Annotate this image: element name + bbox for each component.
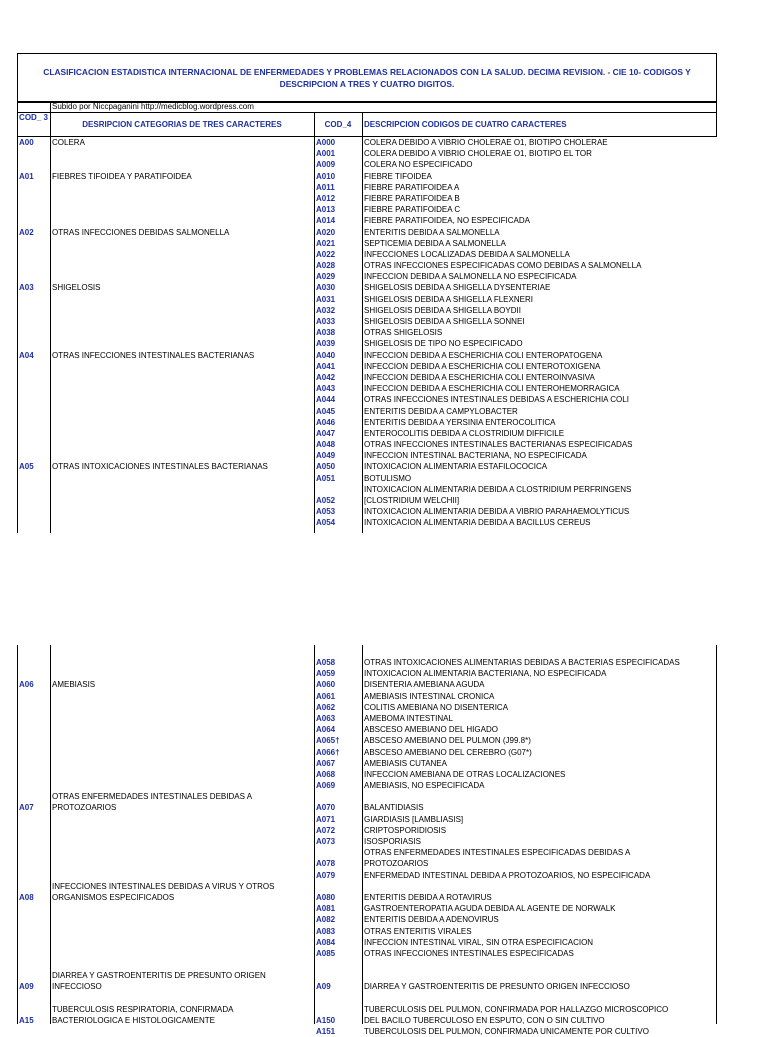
code4-cell: A011 xyxy=(316,182,335,192)
table-row xyxy=(17,227,717,238)
code3-cell: A05 xyxy=(19,462,34,472)
desc4-cell: ENTEROCOLITIS DEBIDA A CLOSTRIDIUM DIFFICILE xyxy=(364,428,565,438)
table-row xyxy=(17,350,717,361)
code3-cell: A04 xyxy=(19,350,34,360)
header-cod3: COD_ 3 xyxy=(19,113,48,122)
table-row xyxy=(17,679,717,690)
table-row xyxy=(17,724,717,735)
table-row xyxy=(17,981,717,992)
desc4-cell: INTOXICACION ALIMENTARIA DEBIDA A CLOSTRIDIUM PERFRINGENS xyxy=(364,484,632,494)
document-title: CLASIFICACION ESTADISTICA INTERNACIONAL DE ENFERMEDADES Y PROBLEMAS RELACIONADOS CON LA SALUD. DECIMA REVISION. - CIE 10- CODIGOS Y DESCRIPCION A TRES Y CUATRO DIGITOS. xyxy=(43,67,691,89)
code4-cell: A028 xyxy=(316,261,336,271)
code4-cell: A060 xyxy=(316,680,336,690)
header-desc4: DESCRIPCION CODIGOS DE CUATRO CARACTERES xyxy=(364,120,567,129)
table-row xyxy=(17,193,717,204)
desc4-cell: COLERA NO ESPECIFICADO xyxy=(364,160,473,170)
table-row xyxy=(17,903,717,914)
code4-cell: A064 xyxy=(316,725,336,735)
code4-cell: A061 xyxy=(316,691,336,701)
table-row xyxy=(17,881,717,892)
table-row xyxy=(17,394,717,405)
table-row xyxy=(17,769,717,780)
code4-cell: A070 xyxy=(316,803,336,813)
table-row xyxy=(17,260,717,271)
desc3-cell: INFECCIONES INTESTINALES DEBIDAS A VIRUS Y OTROS xyxy=(52,881,275,891)
code4-cell: A069 xyxy=(316,781,336,791)
code4-cell: A022 xyxy=(316,249,336,259)
code4-cell: A031 xyxy=(316,294,336,304)
desc4-cell: CRIPTOSPORIDIOSIS xyxy=(364,825,447,835)
document-title-box xyxy=(17,53,717,103)
code3-cell: A08 xyxy=(19,892,34,902)
desc3-cell: OTRAS INFECCIONES DEBIDAS SALMONELLA xyxy=(52,227,230,237)
code4-cell: A049 xyxy=(316,451,336,461)
desc4-cell: SHIGELOSIS DEBIDA A SHIGELLA BOYDII xyxy=(364,305,521,315)
table-row xyxy=(17,439,717,450)
table-row xyxy=(17,702,717,713)
code3-cell: A03 xyxy=(19,283,34,293)
table-row xyxy=(17,836,717,847)
desc4-cell: INFECCION DEBIDA A SALMONELLA NO ESPECIFICADA xyxy=(364,272,577,282)
table-row xyxy=(17,892,717,903)
desc4-cell: ENTERITIS DEBIDA A YERSINIA ENTEROCOLITICA xyxy=(364,417,556,427)
table-row xyxy=(17,383,717,394)
desc4-cell: FIEBRE PARATIFOIDEA B xyxy=(364,193,460,203)
code3-cell: A15 xyxy=(19,1016,34,1025)
desc4-cell: INFECCION DEBIDA A ESCHERICHIA COLI ENTEROINVASIVA xyxy=(364,372,595,382)
table-row xyxy=(17,327,717,338)
code4-cell: A079 xyxy=(316,870,336,880)
desc4-cell: INFECCION DEBIDA A ESCHERICHIA COLI ENTEROHEMORRAGICA xyxy=(364,384,620,394)
table-row xyxy=(17,970,717,981)
table-row xyxy=(17,802,717,813)
desc4-cell: COLERA DEBIDO A VIBRIO CHOLERAE O1, BIOTIPO CHOLERAE xyxy=(364,138,608,147)
code4-cell: A063 xyxy=(316,713,336,723)
desc4-cell: OTRAS SHIGELOSIS xyxy=(364,328,443,338)
header-cod4: COD_4 xyxy=(324,120,352,129)
code4-cell: A010 xyxy=(316,171,336,181)
code4-cell: A082 xyxy=(316,915,336,925)
table-row xyxy=(17,847,717,858)
table-row xyxy=(17,316,717,327)
code4-cell: A032 xyxy=(316,305,336,315)
code4-cell: A151 xyxy=(316,1027,336,1037)
table-row xyxy=(17,238,717,249)
desc4-cell: OTRAS ENFERMEDADES INTESTINALES ESPECIFICADAS DEBIDAS A xyxy=(364,848,631,858)
code4-cell: A014 xyxy=(316,216,336,226)
desc4-cell: SHIGELOSIS DEBIDA A SHIGELLA SONNEI xyxy=(364,317,525,326)
code3-cell: A07 xyxy=(19,803,34,813)
header-desc3: DESRIPCION CATEGORIAS DE TRES CARACTERES xyxy=(82,120,282,129)
code4-cell: A040 xyxy=(316,350,336,360)
desc4-cell: INFECCION INTESTINAL BACTERIANA, NO ESPECIFICADA xyxy=(364,451,587,461)
table-row xyxy=(17,1015,717,1026)
desc4-cell: SEPTICEMIA DEBIDA A SALMONELLA xyxy=(364,238,506,248)
sheet-page-2 xyxy=(17,645,717,1037)
desc4-cell: INFECCION AMEBIANA DE OTRAS LOCALIZACIONES xyxy=(364,769,566,779)
desc4-cell: ABSCESO AMEBIANO DEL PULMON (J99.8*) xyxy=(364,736,531,746)
desc4-cell: AMEBIASIS CUTANEA xyxy=(364,758,447,768)
desc4-cell: SHIGELOSIS DE TIPO NO ESPECIFICADO xyxy=(364,339,523,349)
desc4-cell: INTOXICACION ALIMENTARIA ESTAFILOCOCICA xyxy=(364,462,548,472)
table-row xyxy=(17,495,717,506)
desc4-cell: COLERA DEBIDO A VIBRIO CHOLERAE O1, BIOTIPO EL TOR xyxy=(364,149,592,159)
code4-cell: A058 xyxy=(316,658,336,667)
desc4-cell: OTRAS INFECCIONES INTESTINALES BACTERIANAS ESPECIFICADAS xyxy=(364,440,633,450)
desc3-cell: DIARREA Y GASTROENTERITIS DE PRESUNTO ORIGEN xyxy=(52,971,266,981)
desc4-cell: ISOSPORIASIS xyxy=(364,837,421,846)
table-row xyxy=(17,182,717,193)
desc4-cell: GASTROENTEROPATIA AGUDA DEBIDA AL AGENTE DE NORWALK xyxy=(364,904,616,914)
code4-cell: A071 xyxy=(316,814,336,824)
table-row xyxy=(17,747,717,758)
table-row xyxy=(17,926,717,937)
code4-cell: A067 xyxy=(316,758,336,768)
code4-cell: A078 xyxy=(316,859,336,869)
desc3-cell: OTRAS INFECCIONES INTESTINALES BACTERIANAS xyxy=(52,350,255,360)
code4-cell: A053 xyxy=(316,507,336,517)
table-row xyxy=(17,305,717,316)
desc3-cell: AMEBIASIS xyxy=(52,680,96,690)
code4-cell: A045 xyxy=(316,406,336,416)
table-row xyxy=(17,993,717,1004)
code3-cell: A09 xyxy=(19,982,34,992)
table-row xyxy=(17,417,717,428)
table-row xyxy=(17,428,717,439)
desc4-cell: OTRAS INFECCIONES ESPECIFICADAS COMO DEBIDAS A SALMONELLA xyxy=(364,261,642,271)
code3-cell: A02 xyxy=(19,227,34,237)
desc4-cell: BALANTIDIASIS xyxy=(364,803,424,813)
table-row xyxy=(17,691,717,702)
desc4-cell: DEL BACILO TUBERCULOSO EN ESPUTO, CON O SIN CULTIVO xyxy=(364,1016,605,1025)
desc4-cell: BOTULISMO xyxy=(364,473,412,483)
desc4-cell: OTRAS INFECCIONES INTESTINALES ESPECIFICADAS xyxy=(364,948,574,958)
table-row xyxy=(17,484,717,495)
desc4-cell: ENTERITIS DEBIDA A SALMONELLA xyxy=(364,227,500,237)
desc4-cell: INTOXICACION ALIMENTARIA DEBIDA A BACILLUS CEREUS xyxy=(364,518,591,528)
table-row xyxy=(17,204,717,215)
table-row xyxy=(17,959,717,970)
desc4-cell: INFECCION INTESTINAL VIRAL, SIN OTRA ESPECIFICACION xyxy=(364,937,594,947)
table-row xyxy=(17,1026,717,1037)
desc3-cell: PROTOZOARIOS xyxy=(52,803,117,813)
table-row xyxy=(17,814,717,825)
code4-cell: A150 xyxy=(316,1016,336,1025)
desc4-cell: TUBERCULOSIS DEL PULMON, CONFIRMADA UNICAMENTE POR CULTIVO xyxy=(364,1027,649,1037)
code4-cell: A083 xyxy=(316,926,336,936)
desc4-cell: AMEBIASIS, NO ESPECIFICADA xyxy=(364,781,485,791)
desc4-cell: FIEBRE PARATIFOIDEA C xyxy=(364,205,461,215)
code4-cell: A062 xyxy=(316,702,336,712)
table-row xyxy=(17,668,717,679)
code4-cell: A029 xyxy=(316,272,336,282)
table-row xyxy=(17,282,717,293)
code4-cell: A048 xyxy=(316,440,336,450)
code4-cell: A030 xyxy=(316,283,336,293)
table-row xyxy=(17,735,717,746)
code4-cell: A068 xyxy=(316,769,336,779)
uploader-note: Subido por Niccpaganini http://medicblog.wordpress.com xyxy=(52,102,254,111)
desc3-cell: COLERA xyxy=(52,138,85,147)
table-row xyxy=(17,758,717,769)
desc4-cell: GIARDIASIS [LAMBLIASIS] xyxy=(364,814,464,824)
desc4-cell: AMEBIASIS INTESTINAL CRONICA xyxy=(364,691,495,701)
desc4-cell: ABSCESO AMEBIANO DEL HIGADO xyxy=(364,725,498,735)
desc4-cell: INFECCION DEBIDA A ESCHERICHIA COLI ENTEROPATOGENA xyxy=(364,350,603,360)
desc4-cell: ABSCESO AMEBIANO DEL CEREBRO (G07*) xyxy=(364,747,532,757)
desc4-cell: [CLOSTRIDIUM WELCHII] xyxy=(364,496,460,505)
desc4-cell: SHIGELOSIS DEBIDA A SHIGELLA FLEXNERI xyxy=(364,294,533,304)
table-row xyxy=(17,657,717,668)
sheet-page-1 xyxy=(17,53,717,533)
code4-cell: A066† xyxy=(316,747,340,757)
code4-cell: A065† xyxy=(316,736,340,746)
code4-cell: A001 xyxy=(316,149,336,159)
desc4-cell: DIARREA Y GASTROENTERITIS DE PRESUNTO ORIGEN INFECCIOSO xyxy=(364,982,630,992)
desc3-cell: OTRAS INTOXICACIONES INTESTINALES BACTERIANAS xyxy=(52,462,268,472)
desc4-cell: FIEBRE PARATIFOIDEA A xyxy=(364,182,460,192)
code4-cell: A033 xyxy=(316,317,336,326)
desc4-cell: AMEBOMA INTESTINAL xyxy=(364,713,453,723)
code4-cell: A080 xyxy=(316,892,336,902)
code4-cell: A052 xyxy=(316,496,336,505)
code4-cell: A084 xyxy=(316,937,336,947)
table-row xyxy=(17,517,717,528)
desc4-cell: DISENTERIA AMEBIANA AGUDA xyxy=(364,680,485,690)
code4-cell: A09 xyxy=(316,982,331,992)
desc4-cell: OTRAS ENTERITIS VIRALES xyxy=(364,926,472,936)
table-row xyxy=(17,171,717,182)
code4-cell: A043 xyxy=(316,384,336,394)
table-row xyxy=(17,461,717,472)
desc4-cell: OTRAS INTOXICACIONES ALIMENTARIAS DEBIDAS A BACTERIAS ESPECIFICADAS xyxy=(364,658,680,667)
desc4-cell: INTOXICACION ALIMENTARIA DEBIDA A VIBRIO PARAHAEMOLYTICUS xyxy=(364,507,630,517)
table-row xyxy=(17,450,717,461)
table-row xyxy=(17,148,717,159)
table-row xyxy=(17,780,717,791)
table-row xyxy=(17,137,717,148)
desc4-cell: OTRAS INFECCIONES INTESTINALES DEBIDAS A ESCHERICHIA COLI xyxy=(364,395,629,405)
table-row xyxy=(17,825,717,836)
desc4-cell: SHIGELOSIS DEBIDA A SHIGELLA DYSENTERIAE xyxy=(364,283,551,293)
desc4-cell: ENTERITIS DEBIDA A CAMPYLOBACTER xyxy=(364,406,518,416)
code4-cell: A009 xyxy=(316,160,336,170)
code4-cell: A000 xyxy=(316,138,336,147)
code4-cell: A020 xyxy=(316,227,336,237)
table-row xyxy=(17,858,717,869)
code4-cell: A042 xyxy=(316,372,336,382)
code4-cell: A085 xyxy=(316,948,336,958)
desc4-cell: TUBERCULOSIS DEL PULMON, CONFIRMADA POR HALLAZGO MICROSCOPICO xyxy=(364,1004,669,1014)
code3-cell: A06 xyxy=(19,680,34,690)
desc3-cell: ORGANISMOS ESPECIFICADOS xyxy=(52,892,175,902)
table-row xyxy=(17,271,717,282)
table-row xyxy=(17,215,717,226)
table-row xyxy=(17,406,717,417)
code4-cell: A041 xyxy=(316,361,336,371)
code4-cell: A050 xyxy=(316,462,336,472)
code3-cell: A01 xyxy=(19,171,34,181)
desc4-cell: FIEBRE TIFOIDEA xyxy=(364,171,432,181)
code4-cell: A039 xyxy=(316,339,336,349)
desc4-cell: COLITIS AMEBIANA NO DISENTERICA xyxy=(364,702,509,712)
table-row xyxy=(17,473,717,484)
code4-cell: A073 xyxy=(316,837,336,846)
table-row xyxy=(17,361,717,372)
desc4-cell: INFECCIONES LOCALIZADAS DEBIDA A SALMONELLA xyxy=(364,249,570,259)
code4-cell: A059 xyxy=(316,669,336,679)
code4-cell: A051 xyxy=(316,473,336,483)
desc3-cell: OTRAS ENFERMEDADES INTESTINALES DEBIDAS A xyxy=(52,792,253,802)
code4-cell: A081 xyxy=(316,904,336,914)
desc3-cell: SHIGELOSIS xyxy=(52,283,101,293)
code4-cell: A054 xyxy=(316,518,336,528)
desc4-cell: ENTERITIS DEBIDA A ADENOVIRUS xyxy=(364,915,499,925)
table-row xyxy=(17,948,717,959)
desc4-cell: INFECCION DEBIDA A ESCHERICHIA COLI ENTEROTOXIGENA xyxy=(364,361,601,371)
code4-cell: A047 xyxy=(316,428,336,438)
table-body-page-1 xyxy=(17,137,717,529)
code3-cell: A00 xyxy=(19,138,34,147)
code4-cell: A021 xyxy=(316,238,336,248)
desc4-cell: ENTERITIS DEBIDA A ROTAVIRUS xyxy=(364,892,492,902)
table-row xyxy=(17,713,717,724)
table-row xyxy=(17,338,717,349)
table-row xyxy=(17,914,717,925)
table-row xyxy=(17,294,717,305)
table-row xyxy=(17,1004,717,1015)
desc3-cell: INFECCIOSO xyxy=(52,982,102,992)
desc4-cell: PROTOZOARIOS xyxy=(364,859,429,869)
code4-cell: A046 xyxy=(316,417,336,427)
code4-cell: A038 xyxy=(316,328,336,338)
code4-cell: A013 xyxy=(316,205,336,215)
table-row xyxy=(17,937,717,948)
desc4-cell: INTOXICACION ALIMENTARIA BACTERIANA, NO ESPECIFICADA xyxy=(364,669,607,679)
table-row xyxy=(17,249,717,260)
table-row xyxy=(17,791,717,802)
desc3-cell: BACTERIOLOGICA E HISTOLOGICAMENTE xyxy=(52,1016,215,1025)
code4-cell: A012 xyxy=(316,193,336,203)
code4-cell: A072 xyxy=(316,825,336,835)
desc4-cell: ENFERMEDAD INTESTINAL DEBIDA A PROTOZOARIOS, NO ESPECIFICADA xyxy=(364,870,651,880)
desc3-cell: TUBERCULOSIS RESPIRATORIA, CONFIRMADA xyxy=(52,1004,234,1014)
table-row xyxy=(17,870,717,881)
table-row xyxy=(17,506,717,517)
table-body-page-2 xyxy=(17,657,717,1037)
desc3-cell: FIEBRES TIFOIDEA Y PARATIFOIDEA xyxy=(52,171,192,181)
table-row xyxy=(17,372,717,383)
code4-cell: A044 xyxy=(316,395,336,405)
desc4-cell: FIEBRE PARATIFOIDEA, NO ESPECIFICADA xyxy=(364,216,530,226)
table-row xyxy=(17,159,717,170)
